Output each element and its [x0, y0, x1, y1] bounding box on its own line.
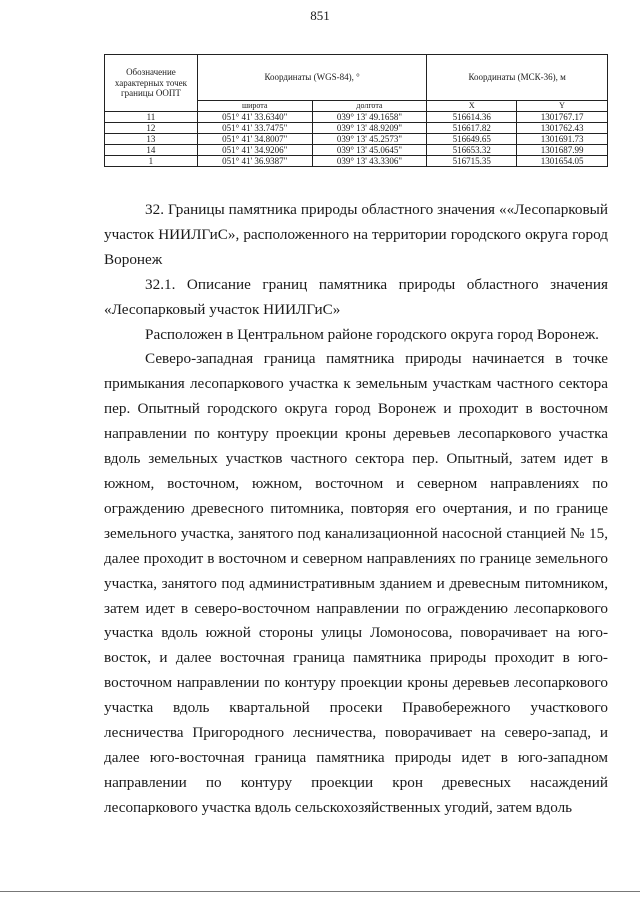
- section-heading-32-1: 32.1. Описание границ памятника природы областного значения «Лесопарковый участок НИИЛГиС»: [104, 275, 608, 318]
- cell-point: 13: [105, 134, 198, 145]
- table-row: [105, 134, 608, 145]
- table-row: [105, 156, 608, 167]
- cell-longitude: 039° 13' 49.1658": [312, 112, 427, 123]
- cell-x: 516653.32: [427, 145, 517, 156]
- header-y: Y: [517, 101, 608, 112]
- section-heading-32: 32. Границы памятника природы областного значения ««Лесопарковый участок НИИЛГиС», расположенного на территории городского округа город Воронеж: [104, 201, 608, 268]
- header-x: X: [427, 101, 517, 112]
- cell-point: 1: [105, 156, 198, 167]
- cell-latitude: 051° 41' 36.9387": [197, 156, 312, 167]
- table-row: [105, 123, 608, 134]
- table-row: [105, 145, 608, 156]
- cell-y: 1301691.73: [517, 134, 608, 145]
- cell-point: 12: [105, 123, 198, 134]
- cell-y: 1301654.05: [517, 156, 608, 167]
- cell-latitude: 051° 41' 34.9206": [197, 145, 312, 156]
- cell-point: 14: [105, 145, 198, 156]
- cell-longitude: 039° 13' 48.9209": [312, 123, 427, 134]
- cell-y: 1301762.43: [517, 123, 608, 134]
- cell-x: 516649.65: [427, 134, 517, 145]
- page-number: 851: [310, 8, 330, 23]
- boundary-description-paragraph: Северо-западная граница памятника природы начинается в точке примыкания лесопаркового участка к земельным участкам частного сектора пер. Опытный городского округа город Воронеж и проходит в восточном направлении по контуру проекции кроны деревьев лесопаркового участка вдоль земельных участков частного сектора пер. Опытный, затем идет в южном, восточном, южном, восточном и северном направлениях по ограждению древесного питомника, повторяя его очертания, и по границе земельного участка, занятого под канализационной насосной станцией № 15, далее проходит в восточном и северном направлениях по границе земельного участка, занятого под административным зданием и древесным питомником, затем идет в северо-восточном направлении по ограждению лесопаркового участка вдоль южной стороны улицы Ломоносова, поворачивает на юго-восток, и далее восточная граница памятника природы проходит в юго-восточном направлении по контуру проекции кроны деревьев лесопаркового участка вдоль квартальной просеки Правобережного участкового лесничества Пригородного лесничества, поворачивает на северо-запад, и далее юго-восточная граница памятника природы идет в юго-западном направлении по контуру проекции крон древесных насаждений лесопаркового участка вдоль сельскохозяйственных угодий, затем вдоль: [104, 350, 608, 816]
- cell-y: 1301767.17: [517, 112, 608, 123]
- cell-x: 516617.82: [427, 123, 517, 134]
- header-longitude: долгота: [312, 101, 427, 112]
- cell-latitude: 051° 41' 33.7475": [197, 123, 312, 134]
- cell-point: 11: [105, 112, 198, 123]
- table-row: [105, 112, 608, 123]
- document-body: [104, 198, 608, 821]
- cell-longitude: 039° 13' 45.2573": [312, 134, 427, 145]
- location-paragraph: Расположен в Центральном районе городского округа город Воронеж.: [145, 325, 599, 343]
- cell-y: 1301687.99: [517, 145, 608, 156]
- cell-longitude: 039° 13' 43.3306": [312, 156, 427, 167]
- cell-longitude: 039° 13' 45.0645": [312, 145, 427, 156]
- cell-latitude: 051° 41' 33.6340": [197, 112, 312, 123]
- table-header-row: [105, 55, 608, 101]
- header-latitude: широта: [197, 101, 312, 112]
- cell-x: 516614.36: [427, 112, 517, 123]
- coordinates-table: [104, 54, 608, 167]
- page-bottom-rule: [0, 891, 640, 892]
- header-point-designation: Обозначение характерных точек границы ООПТ: [105, 55, 198, 112]
- header-wgs84: Координаты (WGS-84), °: [197, 55, 426, 101]
- cell-latitude: 051° 41' 34.8007": [197, 134, 312, 145]
- header-msk36: Координаты (МСК-36), м: [427, 55, 608, 101]
- cell-x: 516715.35: [427, 156, 517, 167]
